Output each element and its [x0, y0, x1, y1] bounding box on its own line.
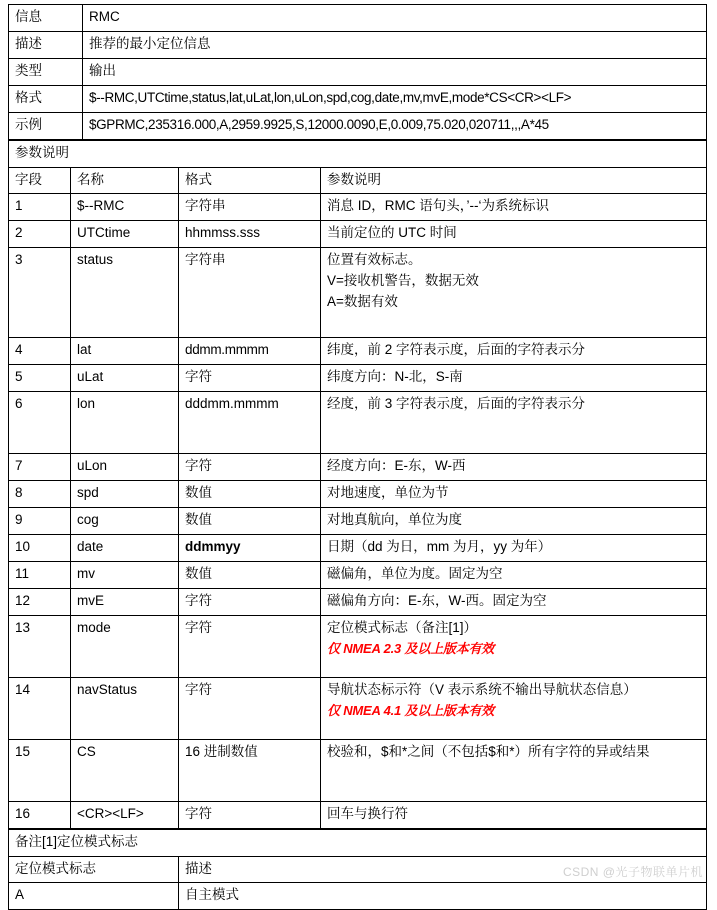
- param-description-line: 经度方向：E-东，W-西: [327, 458, 466, 474]
- column-header-mode-description: 描述: [179, 856, 707, 883]
- mode-flag-value: A: [9, 883, 179, 910]
- table-row: [9, 615, 707, 677]
- param-description: [321, 588, 707, 615]
- param-index: 8: [9, 481, 71, 508]
- param-index: 16: [9, 801, 71, 828]
- param-description-line: 校验和，$和*之间（不包括$和*）所有字符的异或结果: [327, 743, 650, 759]
- param-description: [321, 365, 707, 392]
- param-description: [321, 677, 707, 739]
- param-name: UTCtime: [71, 221, 179, 248]
- param-description: [321, 615, 707, 677]
- param-format: 字符: [179, 454, 321, 481]
- param-format: 字符: [179, 801, 321, 828]
- param-format: 数值: [179, 481, 321, 508]
- param-description-line: 经度，前 3 字符表示度，后面的字符表示分: [327, 396, 586, 412]
- message-header-body: [9, 5, 707, 140]
- section-band-row: [9, 140, 707, 167]
- param-format: ddmmyy: [179, 534, 321, 561]
- param-index: 7: [9, 454, 71, 481]
- param-format: 字符: [179, 588, 321, 615]
- param-format: 数值: [179, 561, 321, 588]
- param-format: 字符: [179, 677, 321, 739]
- param-format: ddmm.mmmm: [179, 338, 321, 365]
- param-name: $--RMC: [71, 194, 179, 221]
- table-row: [9, 392, 707, 454]
- param-description: [321, 338, 707, 365]
- header-label-type: 类型: [9, 58, 83, 85]
- parameter-section-title: 参数说明: [9, 140, 707, 167]
- param-name: status: [71, 248, 179, 338]
- table-row: [9, 31, 707, 58]
- column-header-row: [9, 856, 707, 883]
- table-row: [9, 588, 707, 615]
- param-description-line: 对地速度，单位为节: [327, 485, 449, 501]
- param-index: 3: [9, 248, 71, 338]
- table-row: [9, 454, 707, 481]
- param-description-line: 纬度方向：N-北，S-南: [327, 369, 463, 385]
- param-index: 12: [9, 588, 71, 615]
- param-index: 2: [9, 221, 71, 248]
- param-description: [321, 801, 707, 828]
- param-description-line: 回车与换行符: [327, 805, 408, 821]
- note-section-title: 备注[1]定位模式标志: [9, 829, 707, 856]
- param-name: navStatus: [71, 677, 179, 739]
- header-label-format: 格式: [9, 85, 83, 112]
- table-row: [9, 248, 707, 338]
- header-value-format: $--RMC,UTCtime,status,lat,uLat,lon,uLon,spd,cog,date,mv,mvE,mode*CS<CR><LF>: [83, 85, 707, 112]
- table-row: [9, 365, 707, 392]
- table-row: [9, 221, 707, 248]
- column-header-name: 名称: [71, 167, 179, 194]
- param-index: 9: [9, 507, 71, 534]
- param-format: 数值: [179, 507, 321, 534]
- param-name: CS: [71, 739, 179, 801]
- header-value-type: 输出: [83, 58, 707, 85]
- header-value-example: $GPRMC,235316.000,A,2959.9925,S,12000.0090,E,0.009,75.020,020711,,,A*45: [83, 112, 707, 139]
- param-version-note: 仅 NMEA 2.3 及以上版本有效: [327, 640, 495, 656]
- param-format: 16 进制数值: [179, 739, 321, 801]
- param-description: [321, 534, 707, 561]
- param-name: lat: [71, 338, 179, 365]
- param-description: [321, 507, 707, 534]
- table-row: [9, 338, 707, 365]
- param-description-line: 位置有效标志。: [327, 252, 422, 268]
- table-row: [9, 801, 707, 828]
- param-format: dddmm.mmmm: [179, 392, 321, 454]
- table-row: [9, 561, 707, 588]
- table-row: [9, 5, 707, 32]
- param-description-line: 导航状态标示符（V 表示系统不输出导航状态信息）: [327, 681, 637, 697]
- table-row: [9, 507, 707, 534]
- param-index: 10: [9, 534, 71, 561]
- param-description: [321, 392, 707, 454]
- param-description-line: 对地真航向，单位为度: [327, 511, 462, 527]
- table-row: [9, 481, 707, 508]
- header-label-example: 示例: [9, 112, 83, 139]
- param-index: 1: [9, 194, 71, 221]
- table-row: [9, 194, 707, 221]
- param-description-line: 消息 ID，RMC 语句头，’--‘为系统标识: [327, 198, 549, 214]
- param-name: mv: [71, 561, 179, 588]
- message-header-table: [8, 4, 707, 140]
- table-row: [9, 112, 707, 139]
- param-description: [321, 739, 707, 801]
- table-row: [9, 58, 707, 85]
- param-description-line: 定位模式标志（备注[1]）: [327, 619, 478, 635]
- param-description-line: 纬度，前 2 字符表示度，后面的字符表示分: [327, 342, 586, 358]
- param-index: 14: [9, 677, 71, 739]
- param-format: 字符: [179, 615, 321, 677]
- param-name: mode: [71, 615, 179, 677]
- param-description-line: 当前定位的 UTC 时间: [327, 225, 457, 241]
- param-format: hhmmss.sss: [179, 221, 321, 248]
- param-description: [321, 481, 707, 508]
- param-format: 字符: [179, 365, 321, 392]
- param-index: 6: [9, 392, 71, 454]
- param-index: 11: [9, 561, 71, 588]
- param-index: 4: [9, 338, 71, 365]
- param-description: [321, 194, 707, 221]
- param-index: 5: [9, 365, 71, 392]
- header-value-info: RMC: [83, 5, 707, 32]
- column-header-mode-flag: 定位模式标志: [9, 856, 179, 883]
- param-index: 13: [9, 615, 71, 677]
- param-description-line: 日期（dd 为日，mm 为月，yy 为年）: [327, 538, 552, 554]
- column-header-row: [9, 167, 707, 194]
- header-value-description: 推荐的最小定位信息: [83, 31, 707, 58]
- csdn-watermark: CSDN @光子物联单片机: [562, 865, 703, 879]
- param-description: [321, 454, 707, 481]
- param-name: mvE: [71, 588, 179, 615]
- positioning-mode-note-table: [8, 829, 707, 910]
- param-description-line: 磁偏角方向：E-东，W-西。固定为空: [327, 592, 547, 608]
- param-name: cog: [71, 507, 179, 534]
- param-name: date: [71, 534, 179, 561]
- param-format: 字符串: [179, 248, 321, 338]
- param-description-line: V=接收机警告，数据无效: [327, 273, 479, 289]
- param-name: lon: [71, 392, 179, 454]
- column-header-format: 格式: [179, 167, 321, 194]
- param-name: <CR><LF>: [71, 801, 179, 828]
- param-format: 字符串: [179, 194, 321, 221]
- header-label-description: 描述: [9, 31, 83, 58]
- param-name: spd: [71, 481, 179, 508]
- param-description: [321, 561, 707, 588]
- param-index: 15: [9, 739, 71, 801]
- note-table-body: [9, 829, 707, 910]
- parameter-description-table: [8, 140, 707, 829]
- param-description: [321, 221, 707, 248]
- table-row: [9, 534, 707, 561]
- param-description-line: A=数据有效: [327, 294, 398, 310]
- param-name: uLon: [71, 454, 179, 481]
- table-row: [9, 677, 707, 739]
- param-name: uLat: [71, 365, 179, 392]
- param-description-line: 磁偏角，单位为度。固定为空: [327, 565, 503, 581]
- parameter-table-body: [9, 140, 707, 828]
- param-description: [321, 248, 707, 338]
- header-label-info: 信息: [9, 5, 83, 32]
- table-row: [9, 85, 707, 112]
- table-row: [9, 739, 707, 801]
- param-version-note: 仅 NMEA 4.1 及以上版本有效: [327, 702, 495, 718]
- section-band-row: [9, 829, 707, 856]
- column-header-description: 参数说明: [321, 167, 707, 194]
- column-header-field: 字段: [9, 167, 71, 194]
- table-row: [9, 883, 707, 910]
- mode-flag-description: 自主模式: [179, 883, 707, 910]
